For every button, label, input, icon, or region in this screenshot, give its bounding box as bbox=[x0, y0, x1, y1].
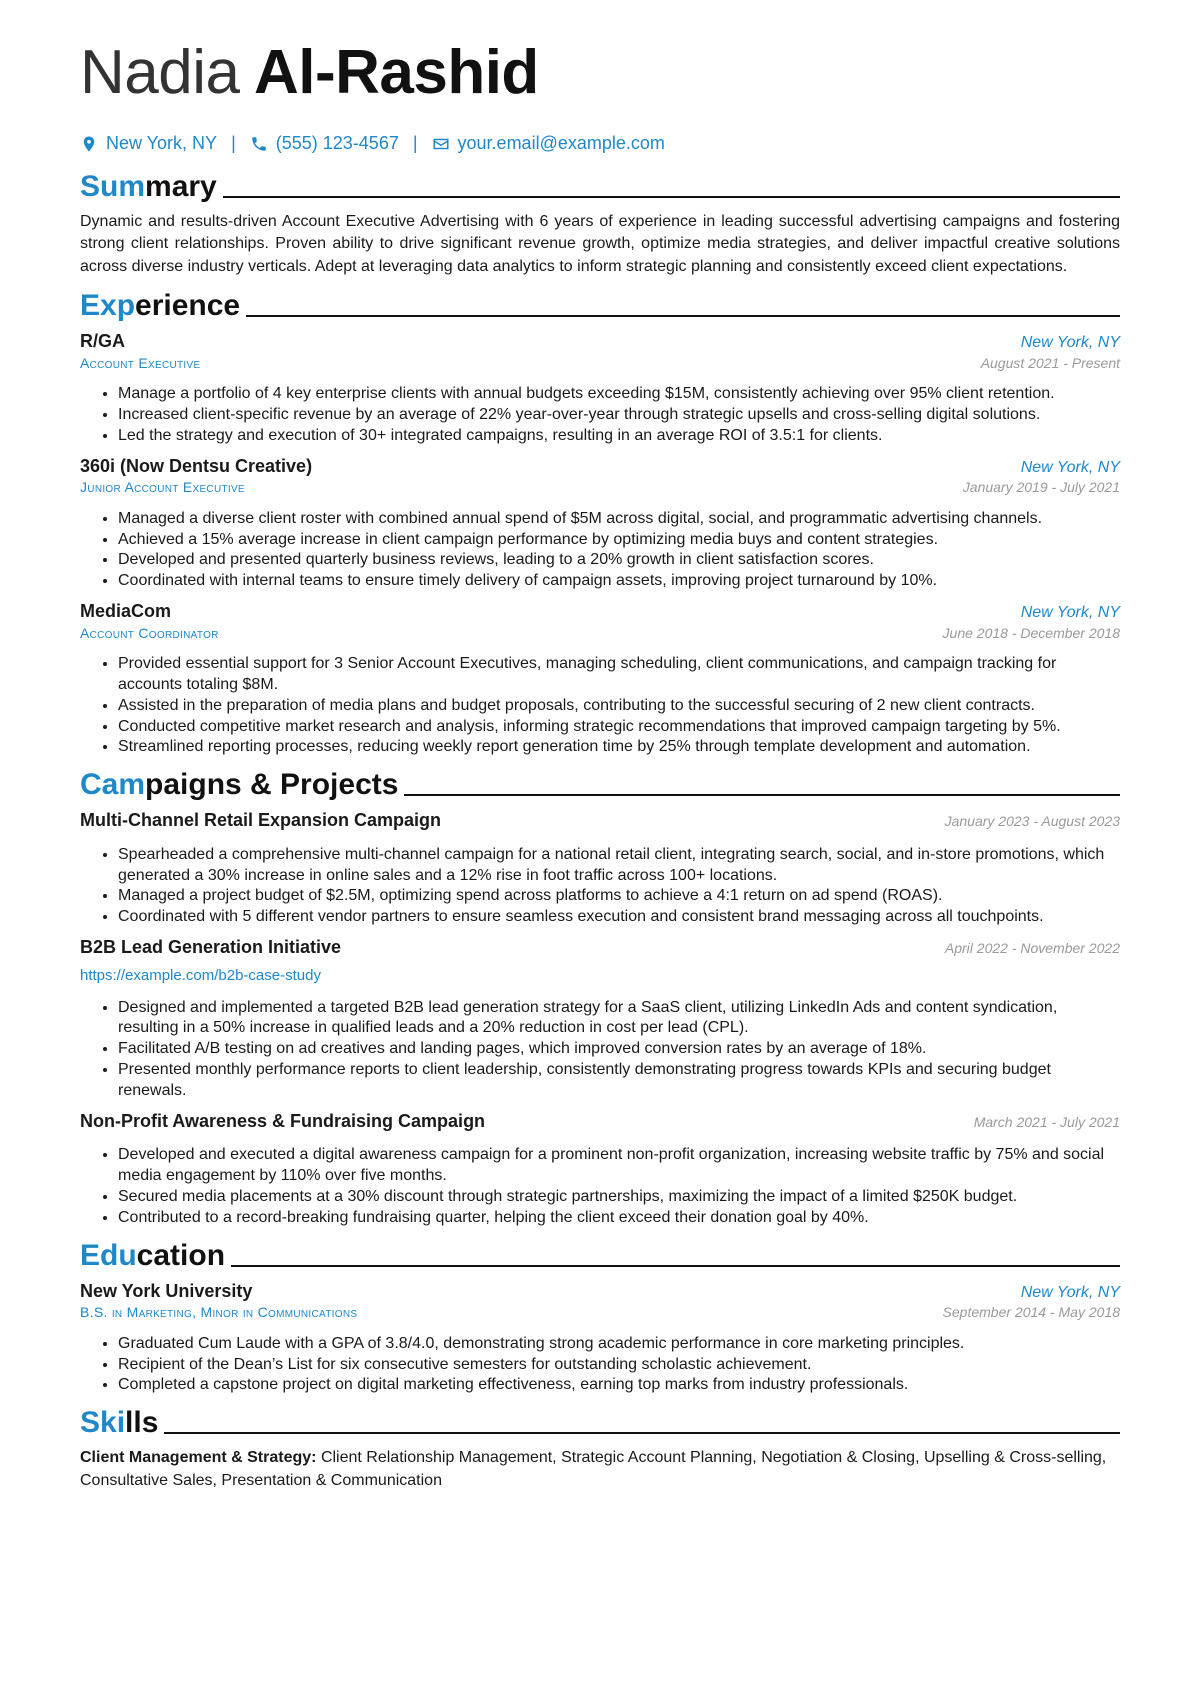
job-dates: June 2018 - December 2018 bbox=[942, 624, 1120, 641]
section-title-accent: Ski bbox=[80, 1406, 126, 1440]
bullet-item: • Coordinated with internal teams to ensure timely delivery of campaign assets, improving project turnaround by 10%. bbox=[118, 571, 1120, 592]
projects-heading bbox=[80, 768, 1120, 801]
skills-label: Client Management & Strategy: bbox=[80, 1449, 317, 1467]
bullet-item: • Coordinated with 5 different vendor partners to ensure seamless execution and consistent brand messaging across all touchpoints. bbox=[118, 907, 1120, 928]
bullet-item: • Managed a project budget of $2.5M, optimizing spend across platforms to achieve a 4:1 return on ad spend (ROAS). bbox=[118, 886, 1120, 907]
bullet-item: • Conducted competitive market research and analysis, informing strategic recommendations that improved campaign targeting by 5%. bbox=[118, 717, 1120, 738]
contact-separator: | bbox=[412, 133, 418, 153]
section-title bbox=[80, 1239, 225, 1272]
job-bullets bbox=[80, 509, 1120, 592]
section-title bbox=[80, 1406, 158, 1439]
bullet-item: • Facilitated A/B testing on ad creatives and landing pages, which improved conversion rates by an average of 18%. bbox=[118, 1039, 1120, 1060]
entry-header bbox=[80, 809, 1120, 833]
project-bullets bbox=[80, 998, 1120, 1102]
bullet-item: • Contributed to a record-breaking fundraising quarter, helping the client exceed their donation goal by 40%. bbox=[118, 1208, 1120, 1229]
experience-entry bbox=[80, 330, 1120, 447]
bullet-item: • Spearheaded a comprehensive multi-channel campaign for a national retail client, integrating search, social, and in-store promotions, which generated a 30% increase in online sales and a 12% rise in foot traffic across 100+ locations. bbox=[118, 845, 1120, 887]
first-name: Nadia bbox=[80, 38, 240, 107]
entry-header bbox=[80, 936, 1120, 960]
section-title bbox=[80, 768, 398, 801]
job-bullets bbox=[80, 654, 1120, 758]
experience-list bbox=[80, 330, 1120, 758]
summary-text: Dynamic and results-driven Account Executive Advertising with 6 years of experience in leading successful advertising campaigns and fostering strong client relationships. Proven ability to drive significant revenue growth, optimize media strategies, and deliver impactful creative solutions across diverse industry verticals. Adept at leveraging data analytics to inform strategic planning and consistently exceed client expectations. bbox=[80, 212, 1120, 276]
school-location: New York, NY bbox=[1020, 1283, 1120, 1301]
project-entry bbox=[80, 936, 1120, 1102]
job-dates: August 2021 - Present bbox=[980, 354, 1120, 371]
experience-entry bbox=[80, 455, 1120, 592]
project-entry bbox=[80, 809, 1120, 928]
contact-bar bbox=[80, 132, 1120, 156]
skills-text: Client Relationship Management, Strategic Account Planning, Negotiation & Closing, Upselling & Cross-selling, Consultative Sales, Presentation & Communication bbox=[80, 1449, 1107, 1489]
job-role: Account Executive bbox=[80, 354, 201, 371]
project-title: Non-Profit Awareness & Fundraising Campaign bbox=[80, 1110, 486, 1131]
bullet-item: • Completed a capstone project on digital marketing effectiveness, earning top marks from industry professionals. bbox=[118, 1375, 1120, 1396]
bullet-item: • Managed a diverse client roster with combined annual spend of $5M across digital, social, and programmatic advertising channels. bbox=[118, 509, 1120, 530]
bullet-item: • Secured media placements at a 30% discount through strategic partnerships, maximizing the impact of a limited $250K budget. bbox=[118, 1187, 1120, 1208]
project-title: B2B Lead Generation Initiative bbox=[80, 937, 342, 958]
section-title bbox=[80, 170, 217, 203]
section-title-accent: Exp bbox=[80, 288, 136, 322]
contact-separator: | bbox=[231, 133, 236, 153]
section-title-rest: paigns & Projects bbox=[145, 768, 399, 802]
section-title-rest: mary bbox=[145, 169, 217, 203]
skills-line bbox=[80, 1447, 1120, 1492]
entry-subheader bbox=[80, 478, 1120, 496]
email-text: your.email@example.com bbox=[457, 133, 665, 153]
project-bullets bbox=[80, 845, 1120, 928]
section-title-rest: cation bbox=[136, 1238, 226, 1272]
education-heading bbox=[80, 1239, 1120, 1272]
job-location: New York, NY bbox=[1020, 603, 1120, 621]
job-dates: January 2019 - July 2021 bbox=[962, 479, 1120, 496]
bullet-item: • Led the strategy and execution of 30+ integrated campaigns, resulting in an average ROI of 3.5:1 for clients. bbox=[118, 426, 1120, 447]
project-dates: January 2023 - August 2023 bbox=[944, 813, 1120, 830]
bullet-item: • Streamlined reporting processes, reducing weekly report generation time by 25% through template development and automation. bbox=[118, 737, 1120, 758]
company-name: R/GA bbox=[80, 330, 125, 351]
bullet-item: • Recipient of the Dean’s List for six consecutive semesters for outstanding scholastic achievement. bbox=[118, 1355, 1120, 1376]
section-title-accent: Cam bbox=[80, 768, 146, 802]
project-entry bbox=[80, 1110, 1120, 1229]
section-rule bbox=[223, 196, 1120, 198]
location-text: New York, NY bbox=[106, 133, 218, 153]
section-title-accent: Edu bbox=[80, 1238, 137, 1272]
entry-subheader bbox=[80, 624, 1120, 642]
company-name: 360i (Now Dentsu Creative) bbox=[80, 455, 313, 476]
bullet-item: • Graduated Cum Laude with a GPA of 3.8/4.0, demonstrating strong academic performance in core marketing principles. bbox=[118, 1334, 1120, 1355]
phone-text: (555) 123-4567 bbox=[275, 133, 399, 153]
degree: B.S. in Marketing, Minor in Communications bbox=[80, 1304, 358, 1321]
bullet-item: • Developed and executed a digital awareness campaign for a prominent non-profit organization, increasing website traffic by 75% and social media engagement by 110% over five months. bbox=[118, 1145, 1120, 1187]
job-location: New York, NY bbox=[1020, 333, 1120, 351]
section-title bbox=[80, 289, 240, 322]
project-link[interactable]: https://example.com/b2b-case-study bbox=[80, 966, 321, 984]
experience-entry bbox=[80, 600, 1120, 758]
job-role: Account Coordinator bbox=[80, 624, 219, 641]
summary-heading bbox=[80, 170, 1120, 203]
bullet-item: • Increased client-specific revenue by an average of 22% year-over-year through strategic upsells and cross-selling digital solutions. bbox=[118, 405, 1120, 426]
section-title-accent: Sum bbox=[80, 169, 146, 203]
candidate-name bbox=[80, 38, 1120, 107]
education-bullets bbox=[80, 1334, 1120, 1396]
bullet-item: • Assisted in the preparation of media plans and budget proposals, contributing to the successful securing of 2 new client contracts. bbox=[118, 696, 1120, 717]
envelope-icon bbox=[432, 135, 450, 153]
bullet-item: • Manage a portfolio of 4 key enterprise clients with annual budgets exceeding $15M, consistently achieving over 95% client retention. bbox=[118, 384, 1120, 405]
entry-header bbox=[80, 330, 1120, 354]
bullet-item: • Designed and implemented a targeted B2B lead generation strategy for a SaaS client, utilizing LinkedIn Ads and content syndication, resulting in a 50% increase in qualified leads and a 20% reduction in cost per lead (CPL). bbox=[118, 998, 1120, 1040]
entry-header bbox=[80, 1110, 1120, 1134]
company-name: MediaCom bbox=[80, 600, 172, 621]
job-location: New York, NY bbox=[1020, 458, 1120, 476]
entry-header bbox=[80, 455, 1120, 479]
job-bullets bbox=[80, 384, 1120, 446]
section-title-rest: erience bbox=[135, 288, 241, 322]
project-dates: April 2022 - November 2022 bbox=[944, 940, 1120, 957]
contact-phone[interactable] bbox=[250, 132, 399, 156]
bullet-item: • Achieved a 15% average increase in client campaign performance by optimizing media buys and content strategies. bbox=[118, 530, 1120, 551]
contact-email[interactable] bbox=[432, 132, 665, 156]
education-entry bbox=[80, 1280, 1120, 1397]
school-name: New York University bbox=[80, 1280, 253, 1301]
project-dates: March 2021 - July 2021 bbox=[973, 1113, 1120, 1130]
contact-location bbox=[80, 132, 217, 156]
map-pin-icon bbox=[80, 135, 98, 153]
project-title: Multi-Channel Retail Expansion Campaign bbox=[80, 810, 442, 831]
bullet-item: • Provided essential support for 3 Senior Account Executives, managing scheduling, client communications, and campaign tracking for accounts totaling $8M. bbox=[118, 654, 1120, 696]
bullet-item: • Developed and presented quarterly business reviews, leading to a 20% growth in client satisfaction scores. bbox=[118, 550, 1120, 571]
section-rule bbox=[231, 1265, 1120, 1267]
skills-heading bbox=[80, 1406, 1120, 1439]
projects-list bbox=[80, 809, 1120, 1228]
section-rule bbox=[404, 794, 1120, 796]
experience-heading bbox=[80, 289, 1120, 322]
entry-subheader bbox=[80, 354, 1120, 372]
last-name: Al-Rashid bbox=[253, 38, 539, 107]
section-rule bbox=[246, 315, 1120, 317]
project-bullets bbox=[80, 1145, 1120, 1228]
section-title-rest: lls bbox=[125, 1406, 159, 1440]
entry-header bbox=[80, 600, 1120, 624]
bullet-item: • Presented monthly performance reports to client leadership, consistently demonstrating progress towards KPIs and securing budget renewals. bbox=[118, 1060, 1120, 1102]
job-role: Junior Account Executive bbox=[80, 479, 245, 496]
phone-icon bbox=[250, 135, 268, 153]
section-rule bbox=[164, 1432, 1120, 1434]
education-dates: September 2014 - May 2018 bbox=[942, 1304, 1120, 1321]
